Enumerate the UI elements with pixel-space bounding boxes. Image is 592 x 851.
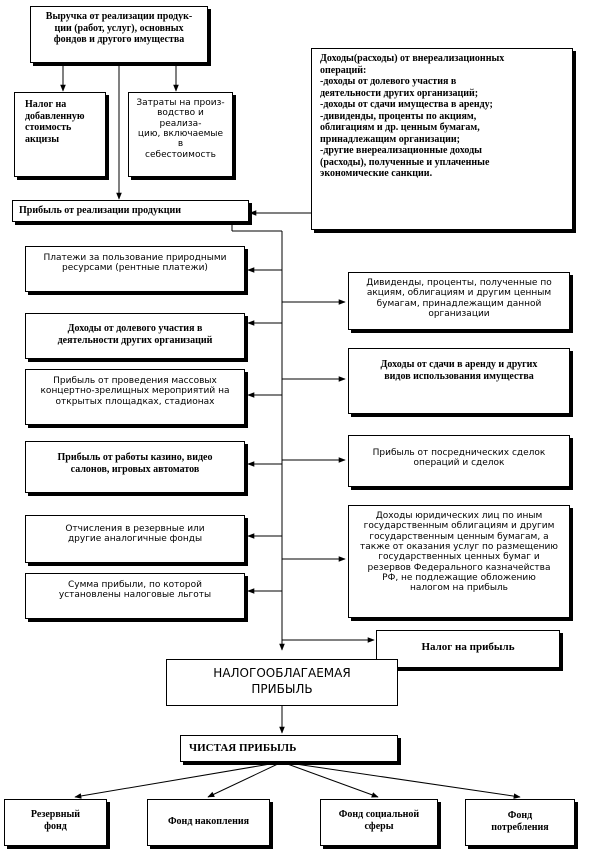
sales-profit-box: Прибыль от реализации продукции <box>12 200 249 222</box>
revenue-box: Выручка от реализации продук- ции (работ, услуг), основных фондов и другого имущества <box>30 6 208 63</box>
reserve-allocations-box: Отчисления в резервные или другие аналогичные фонды <box>25 515 245 563</box>
rental-income-box: Доходы от сдачи в аренду и других видов использования имущества <box>348 348 570 414</box>
casino-profit-box: Прибыль от работы казино, видео салонов, игровых автоматов <box>25 441 245 493</box>
non-operating-income-box: Доходы(расходы) от внереализационных операций: -доходы от долевого участия в деятельности других организаций; -доходы от сдачи имущества в аренду; -дивиденды, проценты по акциям, облигациям и др. ценным бумагам, принадлежащим организации; -другие внереализационные доходы (расходы), полученные и уплаченные экономические санкции. <box>311 48 573 230</box>
dividends-interest-box: Дивиденды, проценты, полученные по акциям, облигациям и другим ценным бумагам, принадлежащим данной организации <box>348 272 570 330</box>
production-costs-box: Затраты на произ- водство и реализа- цию, включаемые в себестоимость <box>128 92 233 177</box>
reserve-fund-box: Резервный фонд <box>4 799 107 846</box>
mass-events-profit-box: Прибыль от проведения массовых концертно-зрелищных мероприятий на открытых площадках, стадионах <box>25 369 245 425</box>
intermediary-profit-box: Прибыль от посреднических сделок операций и сделок <box>348 435 570 487</box>
tax-benefit-profit-box: Сумма прибыли, по которой установлены налоговые льготы <box>25 573 245 619</box>
equity-income-box: Доходы от долевого участия в деятельности других организаций <box>25 313 245 359</box>
rent-payments-box: Платежи за пользование природными ресурсами (рентные платежи) <box>25 246 245 292</box>
consumption-fund-box: Фонд потребления <box>465 799 575 846</box>
accumulation-fund-box: Фонд накопления <box>147 799 270 846</box>
net-profit-box: ЧИСТАЯ ПРИБЫЛЬ <box>180 735 398 762</box>
legal-entities-income-box: Доходы юридических лиц по иным государственным облигациям и другим государственным ценным бумагам, а также от оказания услуг по размещению государственных ценных бумаг и резервов Федерального казначейства РФ, не подлежащие обложению налогом на прибыль <box>348 505 570 618</box>
social-fund-box: Фонд социальной сферы <box>320 799 438 846</box>
profit-tax-box: Налог на прибыль <box>376 630 560 668</box>
taxable-profit-box: НАЛОГООБЛАГАЕМАЯ ПРИБЫЛЬ <box>166 659 398 706</box>
vat-excise-box: Налог на добавленную стоимость акцизы <box>14 92 106 177</box>
